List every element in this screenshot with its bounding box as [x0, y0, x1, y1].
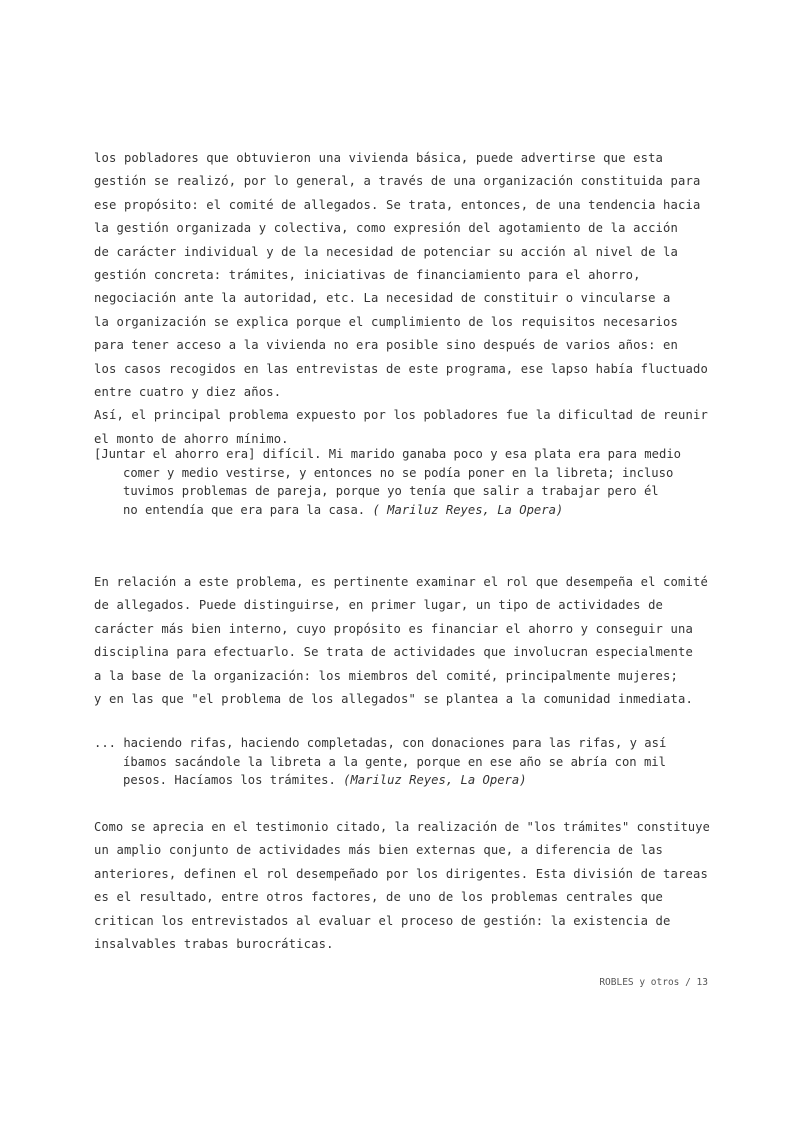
- text-line: gestión concreta: trámites, iniciativas de financiamiento para el ahorro,: [94, 268, 641, 283]
- body-paragraph-2: [94, 571, 710, 711]
- text-line: critican los entrevistados al evaluar el proceso de gestión: la existencia de: [94, 913, 671, 928]
- text-line: Así, el principal problema expuesto por los pobladores fue la dificultad de reunir: [94, 408, 708, 423]
- text-line: disciplina para efectuarlo. Se trata de actividades que involucran especialmente: [94, 645, 693, 660]
- quote-line: íbamos sacándole la libreta a la gente, porque en ese año se abría con mil: [123, 754, 666, 769]
- text-line: anteriores, definen el rol desempeñado por los dirigentes. Esta división de tareas: [94, 866, 708, 881]
- quote-line: comer y medio vestirse, y entonces no se podía poner en la libreta; incluso: [123, 465, 674, 480]
- text-line: entre cuatro y diez años.: [94, 385, 282, 400]
- text-line: En relación a este problema, es pertinente examinar el rol que desempeña el comité: [94, 575, 708, 589]
- text-line: gestión se realizó, por lo general, a través de una organización constituida para: [94, 174, 701, 189]
- quote-line: pesos. Hacíamos los trámites.: [123, 773, 344, 787]
- text-line: y en las que "el problema de los allegados" se plantea a la comunidad inmediata.: [94, 692, 693, 707]
- quote-line: ... haciendo rifas, haciendo completadas, con donaciones para las rifas, y así: [94, 736, 667, 750]
- quote-citation: ( Mariluz Reyes, La Opera): [372, 502, 564, 517]
- block-quote-2: [94, 734, 714, 790]
- body-paragraph-3: [94, 816, 710, 956]
- text-line: para tener acceso a la vivienda no era posible sino después de varios años: en: [94, 338, 679, 353]
- page-footer: ROBLES y otros / 13: [599, 977, 708, 988]
- text-line: la gestión organizada y colectiva, como expresión del agotamiento de la acción: [94, 221, 679, 236]
- text-line: un amplio conjunto de actividades más bien externas que, a diferencia de las: [94, 843, 664, 858]
- text-line: los pobladores que obtuvieron una vivienda básica, puede advertirse que esta: [94, 151, 664, 165]
- quote-line: [Juntar el ahorro era] difícil. Mi marido ganaba poco y esa plata era para medio: [94, 447, 681, 461]
- text-line: el monto de ahorro mínimo.: [94, 431, 289, 446]
- text-line: carácter más bien interno, cuyo propósito es financiar el ahorro y conseguir una: [94, 621, 693, 636]
- text-line: Como se aprecia en el testimonio citado, la realización de "los trámites" constituye: [94, 820, 710, 834]
- quote-line: no entendía que era para la casa.: [123, 502, 373, 517]
- text-line: negociación ante la autoridad, etc. La necesidad de constituir o vincularse a: [94, 291, 671, 306]
- text-line: insalvables trabas burocráticas.: [94, 937, 334, 952]
- text-line: ese propósito: el comité de allegados. Se trata, entonces, de una tendencia hacia: [94, 197, 701, 212]
- body-paragraph-1: [94, 147, 710, 451]
- text-line: de allegados. Puede distinguirse, en primer lugar, un tipo de actividades de: [94, 598, 664, 613]
- block-quote-1: [94, 445, 714, 519]
- text-line: los casos recogidos en las entrevistas de este programa, ese lapso había fluctuado: [94, 361, 708, 376]
- text-line: de carácter individual y de la necesidad de potenciar su acción al nivel de la: [94, 244, 679, 259]
- text-line: es el resultado, entre otros factores, de uno de los problemas centrales que: [94, 890, 664, 905]
- text-line: a la base de la organización: los miembros del comité, principalmente mujeres;: [94, 668, 679, 683]
- quote-line: tuvimos problemas de pareja, porque yo tenía que salir a trabajar pero él: [123, 484, 659, 498]
- text-line: la organización se explica porque el cumplimiento de los requisitos necesarios: [94, 314, 679, 329]
- quote-citation: (Mariluz Reyes, La Opera): [343, 773, 527, 787]
